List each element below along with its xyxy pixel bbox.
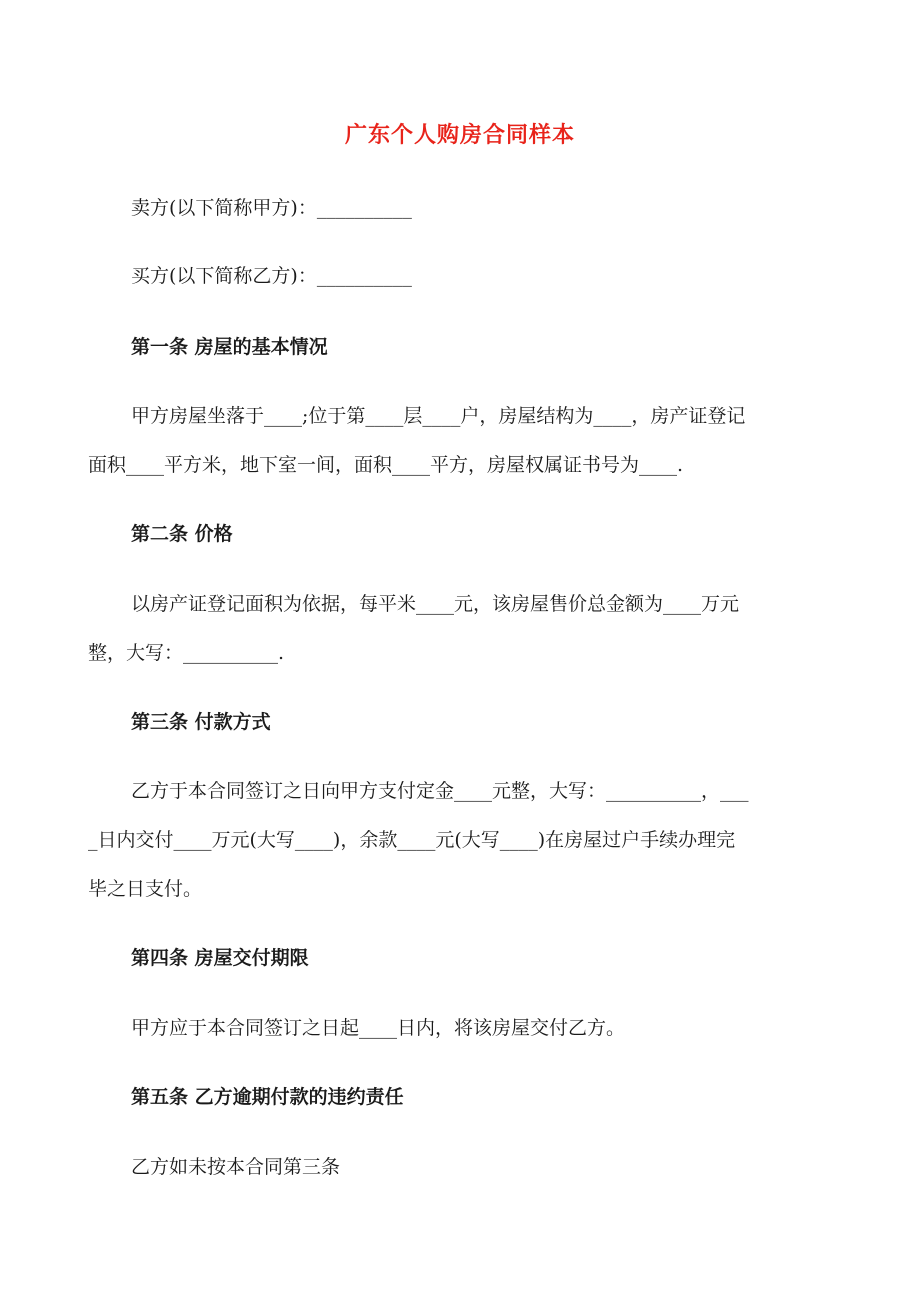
section-3-line-3: 毕之日支付。: [88, 878, 203, 900]
seller-line: 卖方(以下简称甲方)：__________: [131, 197, 412, 219]
section-3-line-2: _日内交付____万元(大写____)，余款____元(大写____)在房屋过户手续办理完: [88, 829, 736, 851]
buyer-line: 买方(以下简称乙方)：__________: [131, 265, 412, 287]
section-2-line-2: 整，大写：__________.: [88, 642, 285, 664]
section-5-line-1: 乙方如未按本合同第三条: [131, 1156, 341, 1178]
section-3-line-1: 乙方于本合同签订之日向甲方支付定金____元整，大写：__________，___: [131, 780, 749, 802]
section-2-heading: 第二条 价格: [131, 523, 233, 545]
section-2-line-1: 以房产证登记面积为依据，每平米____元，该房屋售价总金额为____万元: [131, 593, 740, 615]
section-4-line-1: 甲方应于本合同签订之日起____日内，将该房屋交付乙方。: [131, 1017, 626, 1039]
section-5-heading: 第五条 乙方逾期付款的违约责任: [131, 1086, 404, 1108]
section-3-heading: 第三条 付款方式: [131, 711, 271, 733]
section-1-line-2: 面积____平方米，地下室一间，面积____平方，房屋权属证书号为____.: [88, 454, 684, 476]
document-title: 广东个人购房合同样本: [344, 122, 575, 148]
section-4-heading: 第四条 房屋交付期限: [131, 947, 309, 969]
section-1-heading: 第一条 房屋的基本情况: [131, 336, 328, 358]
section-1-line-1: 甲方房屋坐落于____;位于第____层____户，房屋结构为____，房产证登记: [131, 405, 746, 427]
